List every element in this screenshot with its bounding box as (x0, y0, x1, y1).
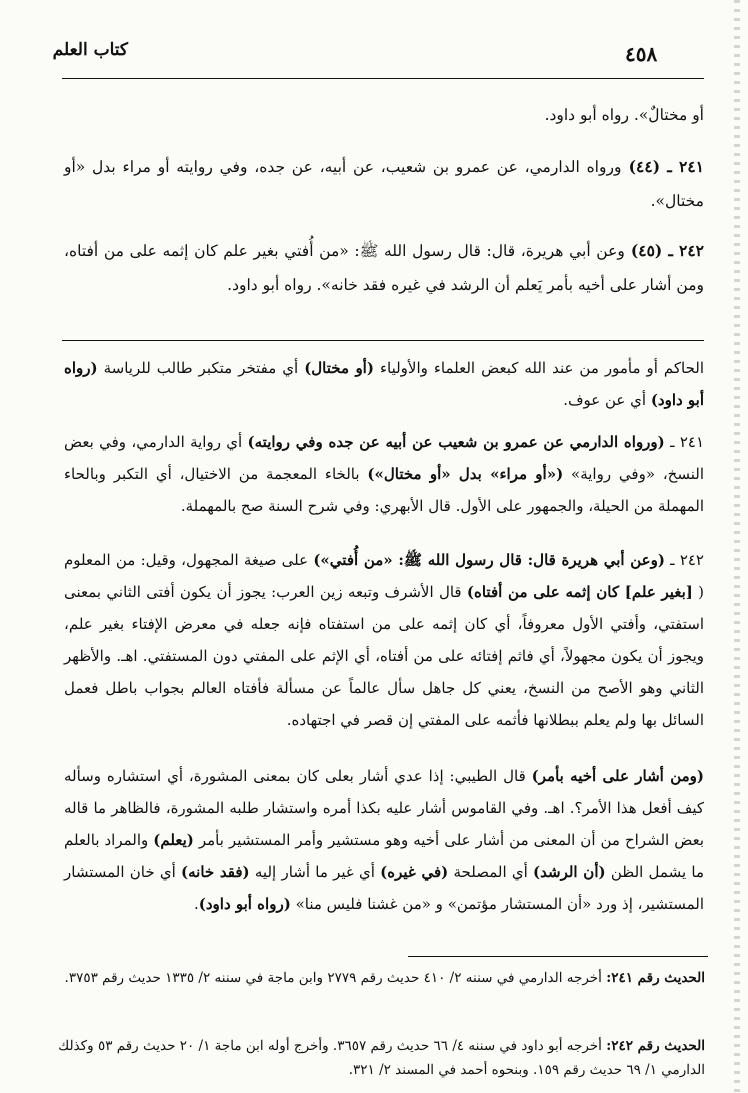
hadith-241: ٢٤١ ـ (٤٤) ورواه الدارمي، عن عمرو بن شعيب، عن أبيه، عن جده، وفي روايته أو مراء بدل «أو مختال». (64, 157, 705, 210)
commentary-paragraph-advice: (ومن أشار على أخيه بأمر) قال الطيبي: إذا عدي أشار بعلى كان بمعنى المشورة، أي استشاره وسأله كيف أفعل هذا الأمر؟. اهـ. وفي القاموس أشار عليه بكذا أمره واستشار طلبه المشورة، فالظاهر ما قاله بعض الشراح من أن المعنى من أشار على أخيه وهو مستشير وأمر المستشير بأمر (يعلم) والمراد بالعلم ما يشمل الظن (أن الرشد) أي المصلحة (في غيره) أي غير ما أشار إليه (فقد خانه) أي خان المستشار المستشير، إذ ورد «أن المستشار مؤتمن» و «من غشنا فليس منا» (رواه أبو داود). (64, 767, 705, 913)
hadith-241-number: ٢٤١ ـ (٤٤) (621, 157, 705, 176)
chapter-title: كتاب العلم (52, 40, 128, 60)
footnote-241: الحديث رقم ٢٤١: أخرجه الدارمي في سننه ٢/ ٤١٠ حديث رقم ٢٧٧٩ وابن ماجة في سننه ٢/ ١٣٣٥ حديث رقم ٣٧٥٣. (64, 970, 705, 986)
commentary-paragraph-242: ٢٤٢ ـ (وعن أبي هريرة قال: قال رسول الله ﷺ: «من أُفتي») على صيغة المجهول، وقيل: من المعلوم ( [بغير علم] كان إثمه على من أفتاه) قال الأشرف وتبعه زين العرب: يجوز أن يكون أفتى الثاني بمعنى استفتي، وأفتي الأول معروفاً، أي كان إثمه على من استفتاه فإنه جعله في معرض الإفتاء بغير علم، ويجوز أن يكون مجهولاً، أي فاثم إفتائه على من أفتاه، أي الإثم على المفتي دون المستفتي. اهـ. والأظهر الثاني وهو الأصح من النسخ، يعني كل جاهل سأل عالماً عن مسألة فأفتاه العالم بجواب باطل فعمل السائل بها ولم يعلم ببطلانها فأثمه على المفتي إن قصر في اجتهاده. (64, 551, 705, 729)
hadith-line-continuation: أو مختالٌ». رواه أبو داود. (544, 106, 704, 124)
commentary-paragraph-1: الحاكم أو مأمور من عند الله كبعض العلماء والأولياء (أو مختال) أي مفتخر متكبر طالب للرياسة (رواه أبو داود) أي عن عوف. (64, 359, 704, 409)
hadith-242: ٢٤٢ ـ (٤٥) وعن أبي هريرة، قال: قال رسول الله ﷺ: «من أُفتي بغير علم كان إثمه على من أفتاه، ومن أشار على أخيه بأمر يَعلم أن الرشد في غيره فقد خانه». رواه أبو داود. (64, 241, 704, 294)
footnote-242-label: الحديث رقم ٢٤٢: (606, 1038, 705, 1054)
commentary-paragraph-241: ٢٤١ ـ (ورواه الدارمي عن عمرو بن شعيب عن أبيه عن جده وفي روايته) أي رواية الدارمي، وفي بعض النسخ، «وفي رواية» («أو مراء» بدل «أو مختال») بالخاء المعجمة من الاختيال، أي التكبر وبالحاء المهملة من الحيلة، والجمهور على الأول. قال الأبهري: وفي شرح السنة صح بالمهملة. (64, 433, 705, 515)
footnote-241-label: الحديث رقم ٢٤١: (606, 970, 705, 986)
commentary-divider (62, 340, 704, 341)
hadith-242-number: ٢٤٢ ـ (٤٥) (624, 241, 704, 260)
page-edge-binding (734, 0, 740, 1093)
header-divider (62, 78, 704, 79)
footnote-242: الحديث رقم ٢٤٢: أخرجه أبو داود في سننه ٤/ ٦٦ حديث رقم ٣٦٥٧. وأخرج أوله ابن ماجة ١/ ٢٠ حديث رقم ٥٣ وكذلك الدارمي ١/ ٦٩ حديث رقم ١٥٩. وبنحوه أحمد في المسند ٢/ ٣٢١. (58, 1038, 705, 1078)
footnote-divider (408, 956, 708, 957)
page-number: ٤٥٨ (625, 42, 658, 66)
